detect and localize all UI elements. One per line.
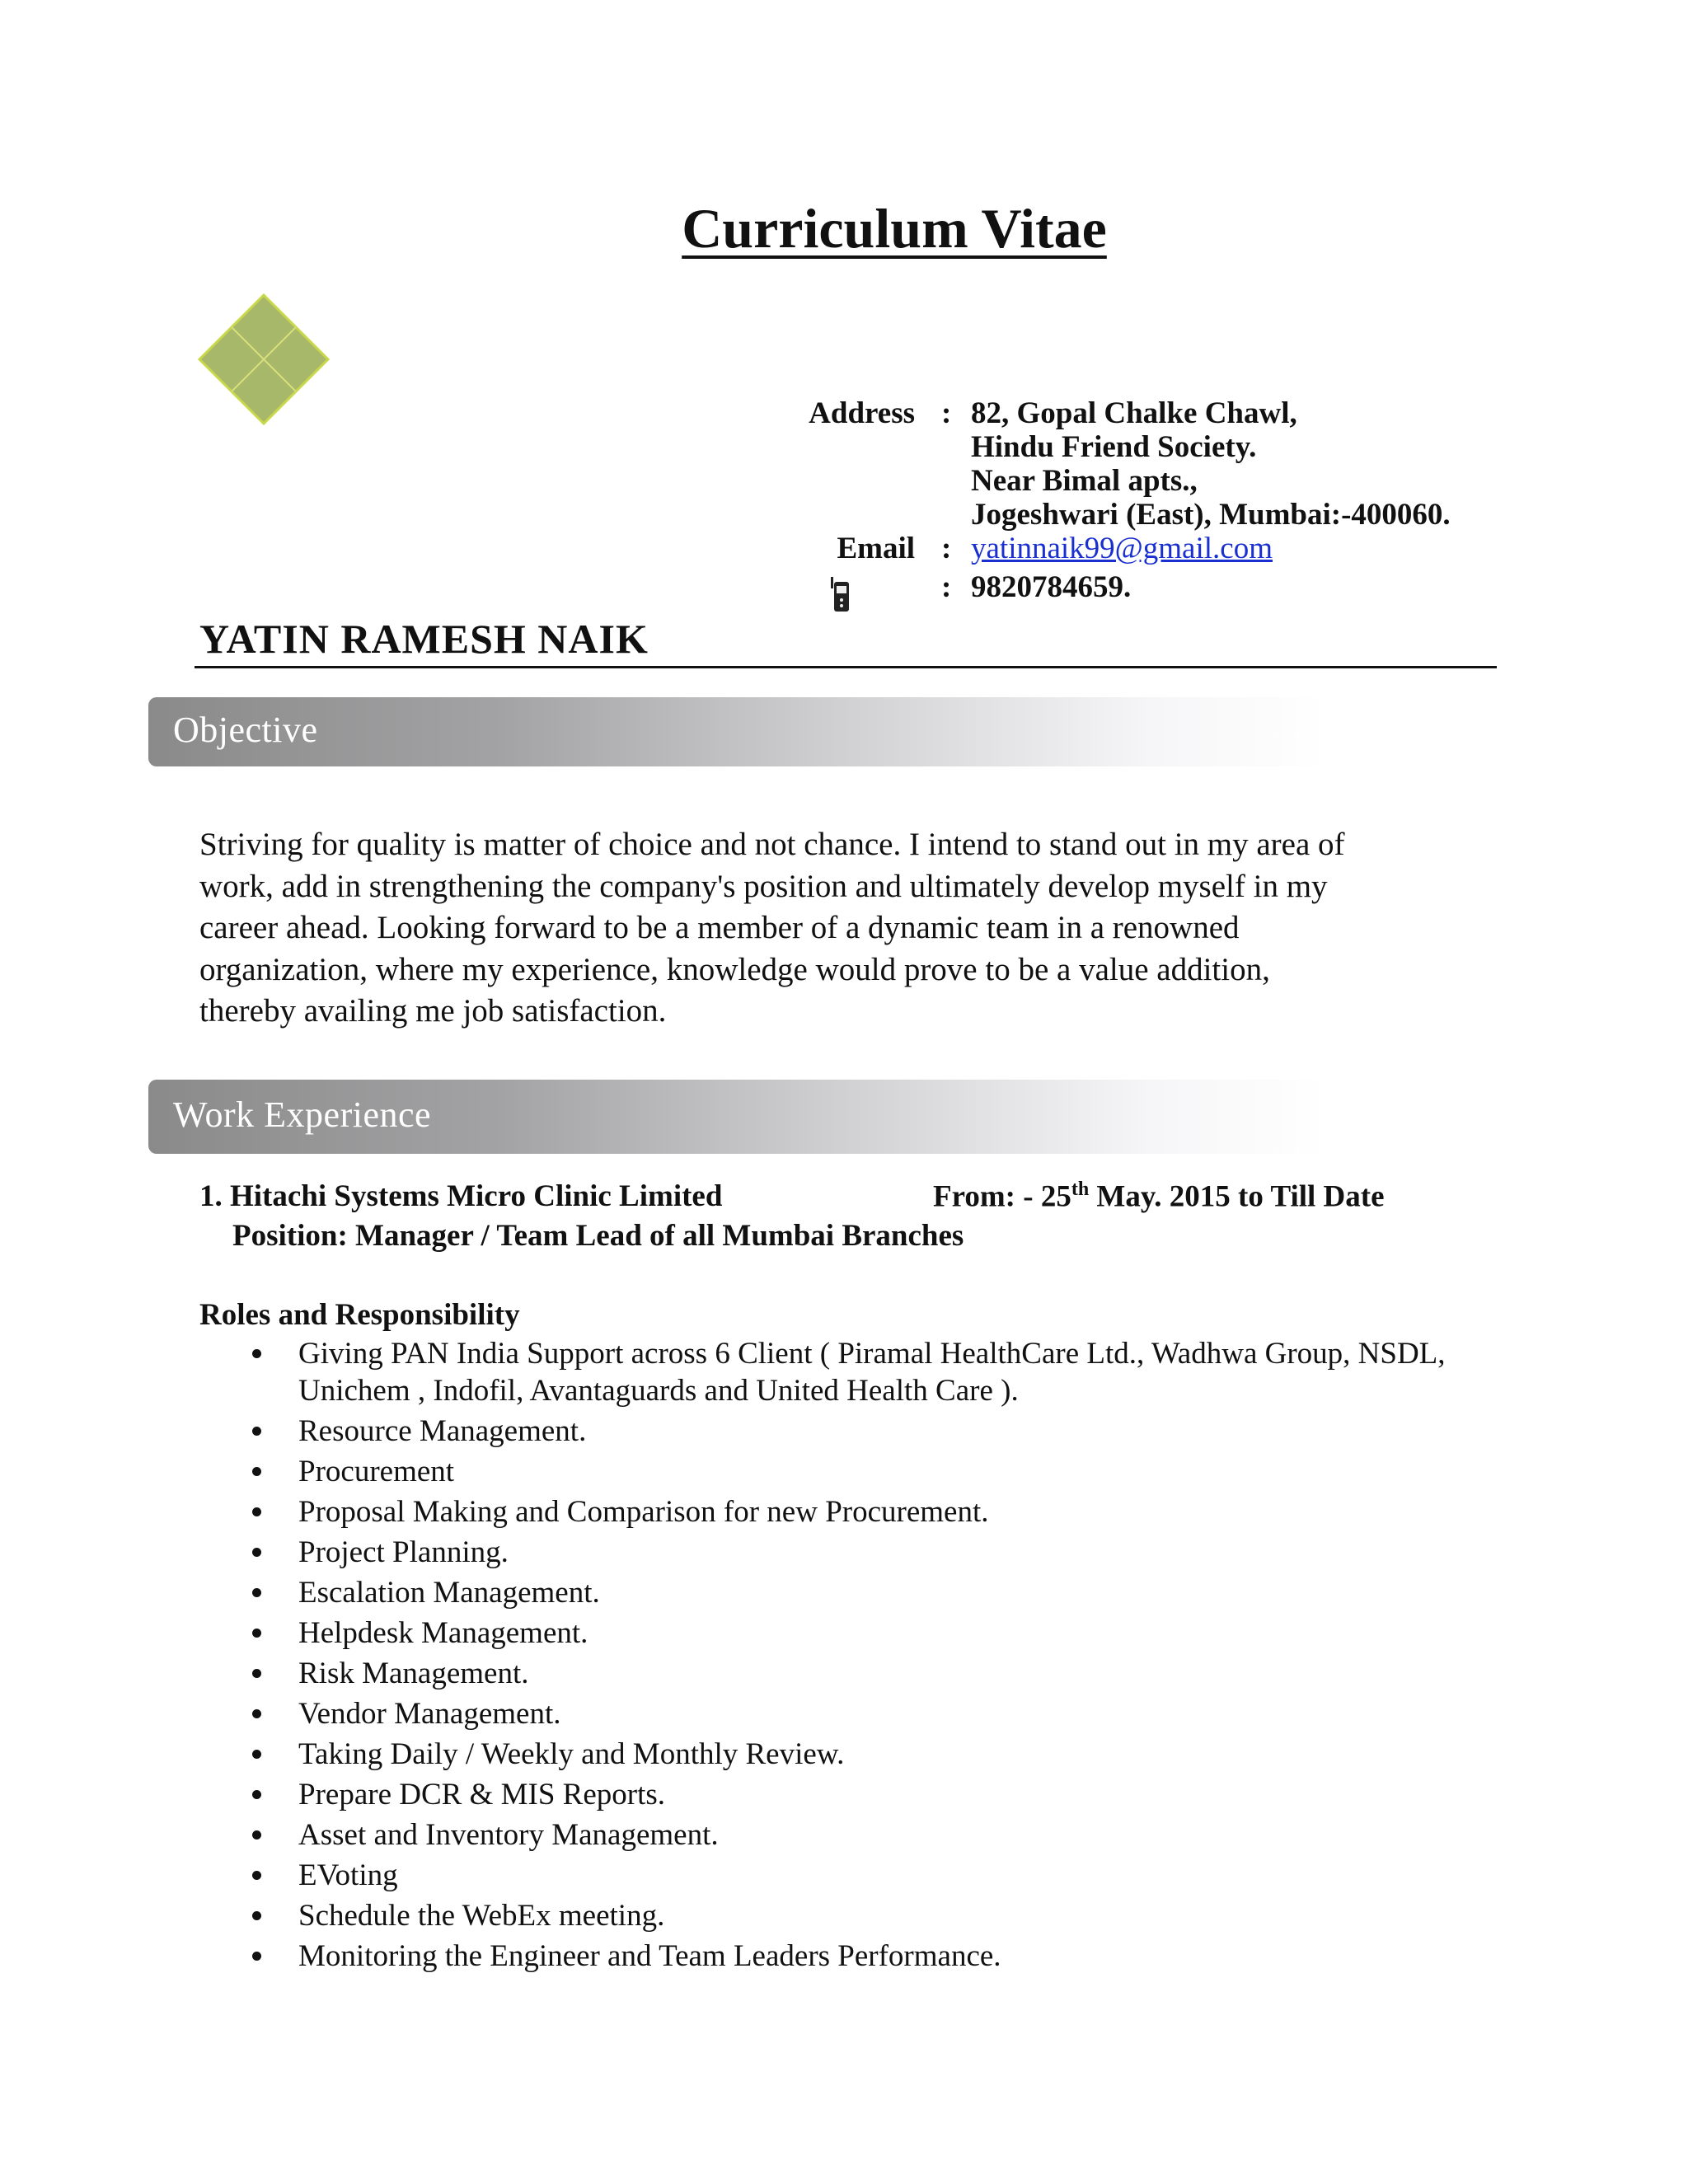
list-item: Escalation Management. bbox=[199, 1574, 1485, 1611]
list-item: EVoting bbox=[199, 1857, 1485, 1894]
section-title: Work Experience bbox=[173, 1094, 432, 1135]
mobile-phone-icon bbox=[828, 575, 852, 613]
company-name: 1. Hitachi Systems Micro Clinic Limited bbox=[199, 1179, 723, 1213]
section-header-objective bbox=[148, 697, 1327, 766]
cv-page: Curriculum Vitae Address : 82, Gopal Chalke Chawl, Hindu Friend Society. Near Bimal apts., Jogeshwari (East), Mumbai:-400060. Email : yatinnaik99@gmail.com : 9820784659. YATIN RAMESH NAIK Objective Striving for quality is matter of choice and not chance. I intend to stand out in my area of work, add in strengthening the company's position and ultimately develop myself in my career ahead. Looking forward to be a member of a dynamic team in a renowned organization, where my experience, knowledge would prove to be a value addition, thereby availing me job satisfaction. Work Experience 1. Hitachi Systems Micro Clinic Limited From: - 25th May. 2015 to Till Date Position: Manager / Team Lead of all Mumbai Branches Roles and Responsibility Giving PAN India Support across 6 Client ( Piramal HealthCare Ltd., Wadhwa Group, NSDL, Unichem , Indofil, Avantaguards and United Health Care ). Resource Management. Procurement Proposal Making and Comparison for new Procurement. Project Planning. Escalation Management. Helpdesk Management. Risk Management. Vendor Management. Taking Daily / Weekly and Monthly Review. Prepare DCR & MIS Reports. Asset and Inventory Management. EVoting Schedule the WebEx meeting. Monitoring the Engineer and Team Leaders Performance. bbox=[0, 0, 1688, 2184]
objective-line: thereby availing me job satisfaction. bbox=[199, 993, 667, 1029]
list-item: Helpdesk Management. bbox=[199, 1615, 1485, 1652]
address-line: 82, Gopal Chalke Chawl, bbox=[971, 396, 1297, 430]
section-title: Objective bbox=[173, 710, 318, 750]
roles-list bbox=[199, 1335, 1485, 1978]
address-line: Jogeshwari (East), Mumbai:-400060. bbox=[971, 498, 1451, 532]
list-item: Proposal Making and Comparison for new Procurement. bbox=[199, 1493, 1485, 1530]
job-dates: From: - 25th May. 2015 to Till Date bbox=[933, 1179, 1385, 1214]
list-item: Giving PAN India Support across 6 Client ( Piramal HealthCare Ltd., Wadhwa Group, NSDL, Unichem , Indofil, Avantaguards and United Health Care ). bbox=[199, 1335, 1485, 1409]
email-label: Email bbox=[837, 532, 915, 565]
list-item: Project Planning. bbox=[199, 1534, 1485, 1571]
objective-line: career ahead. Looking forward to be a member of a dynamic team in a renowned bbox=[199, 910, 1240, 945]
roles-heading: Roles and Responsibility bbox=[199, 1298, 520, 1332]
job-header bbox=[199, 1179, 1518, 1214]
list-item: Vendor Management. bbox=[199, 1695, 1485, 1732]
list-item: Asset and Inventory Management. bbox=[199, 1816, 1485, 1854]
objective-line: work, add in strengthening the company's position and ultimately develop myself in my bbox=[199, 868, 1328, 904]
list-item: Resource Management. bbox=[199, 1413, 1485, 1450]
address-line: Near Bimal apts., bbox=[971, 464, 1198, 498]
objective-text bbox=[199, 824, 1502, 1033]
list-item: Prepare DCR & MIS Reports. bbox=[199, 1776, 1485, 1813]
list-item: Schedule the WebEx meeting. bbox=[199, 1897, 1485, 1934]
header-divider bbox=[195, 666, 1497, 668]
list-item: Taking Daily / Weekly and Monthly Review. bbox=[199, 1736, 1485, 1773]
section-header-work-experience bbox=[148, 1080, 1327, 1154]
list-item: Procurement bbox=[199, 1453, 1485, 1490]
list-item: Risk Management. bbox=[199, 1655, 1485, 1692]
phone-number: 9820784659. bbox=[971, 570, 1132, 604]
address-line: Hindu Friend Society. bbox=[971, 430, 1257, 464]
diamond-logo-icon bbox=[198, 293, 330, 425]
job-position: Position: Manager / Team Lead of all Mumbai Branches bbox=[232, 1219, 964, 1253]
document-title: Curriculum Vitae bbox=[682, 197, 1107, 260]
address-label: Address bbox=[809, 396, 915, 430]
candidate-name: YATIN RAMESH NAIK bbox=[199, 616, 649, 662]
email-link[interactable]: yatinnaik99@gmail.com bbox=[971, 532, 1273, 565]
objective-line: Striving for quality is matter of choice and not chance. I intend to stand out in my area of bbox=[199, 827, 1345, 862]
objective-line: organization, where my experience, knowledge would prove to be a value addition, bbox=[199, 951, 1270, 987]
list-item: Monitoring the Engineer and Team Leaders Performance. bbox=[199, 1938, 1485, 1975]
